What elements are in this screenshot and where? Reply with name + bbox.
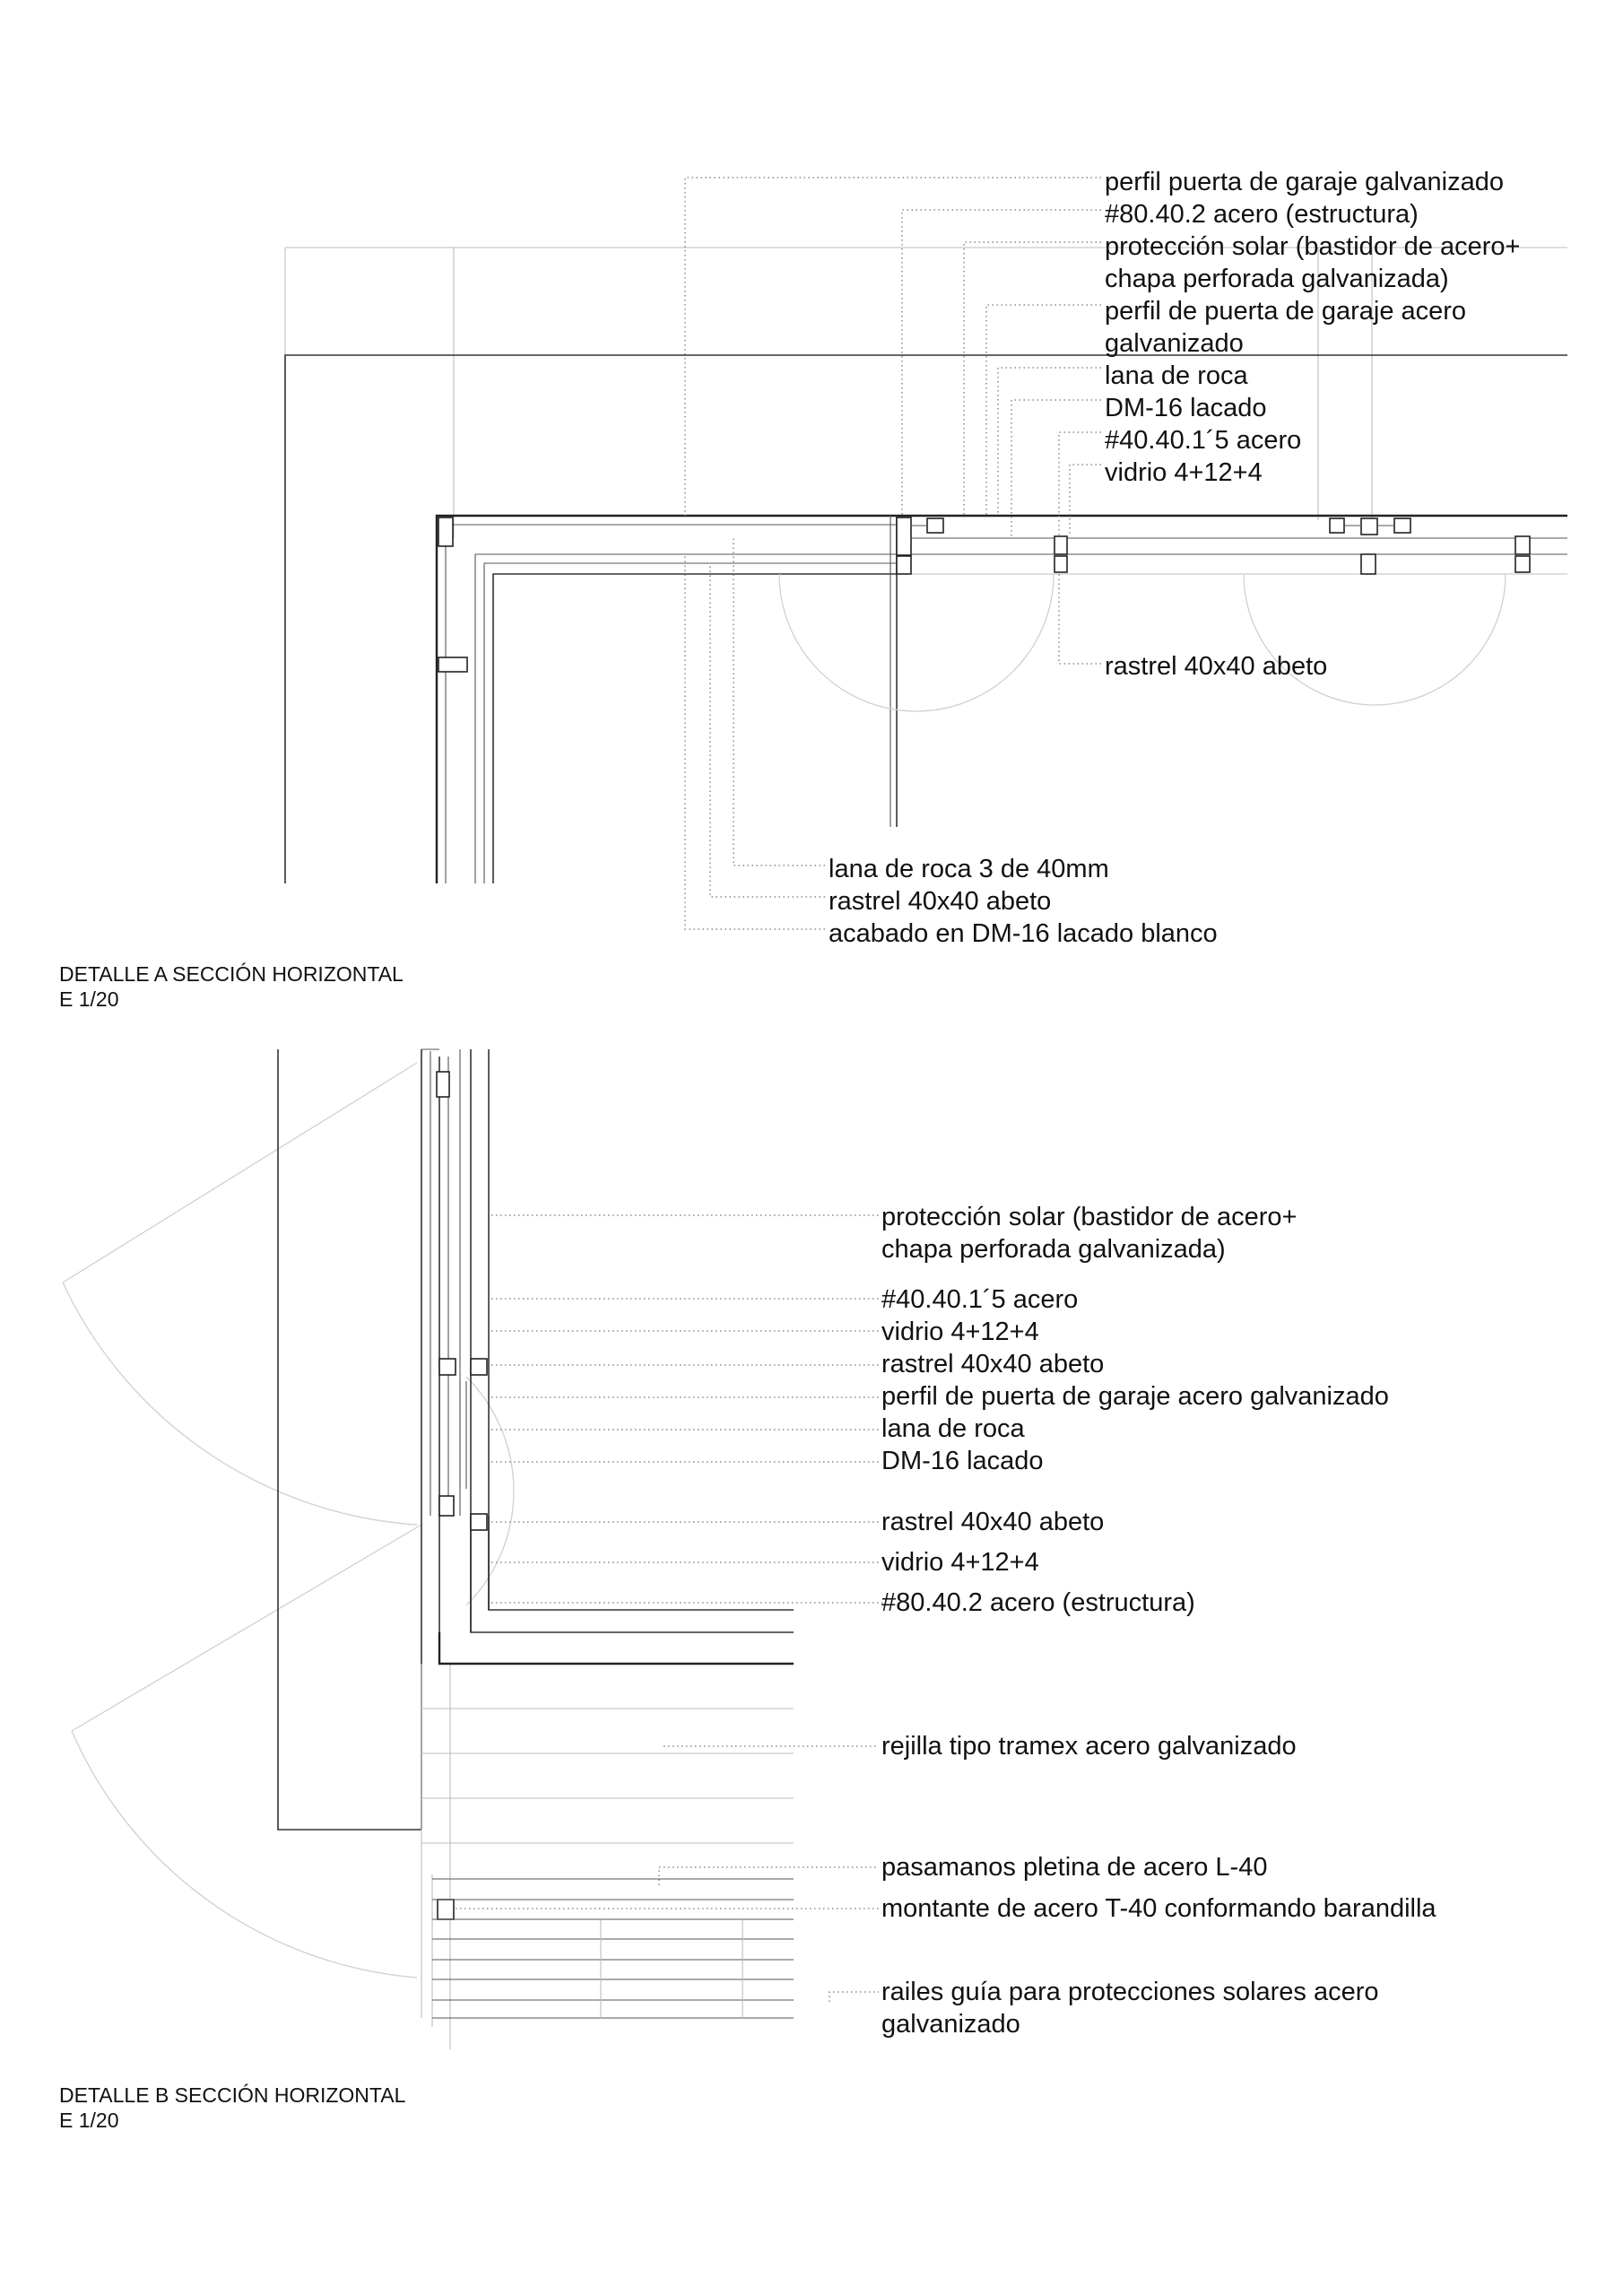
- label-b-chapa-perforada: chapa perforada galvanizada): [881, 1235, 1226, 1264]
- label-b-montante: montante de acero T-40 conformando barandilla: [881, 1894, 1436, 1923]
- detail-b-leaders: [456, 1215, 883, 2002]
- label-b-galvanizado: galvanizado: [881, 2010, 1020, 2039]
- label-a-estructura: #80.40.2 acero (estructura): [1105, 200, 1419, 229]
- label-a-chapa-perforada: chapa perforada galvanizada): [1105, 265, 1449, 293]
- rastrel-block: [1055, 536, 1067, 554]
- label-a-galvanizado: galvanizado: [1105, 329, 1244, 358]
- profile-block: [1361, 518, 1377, 535]
- label-a-rastrel: rastrel 40x40 abeto: [1105, 652, 1328, 681]
- label-b-rastrel-2: rastrel 40x40 abeto: [881, 1508, 1105, 1536]
- label-b-proteccion-solar: protección solar (bastidor de acero+: [881, 1203, 1298, 1231]
- detail-a-labels: [829, 168, 1520, 948]
- label-b-dm16: DM-16 lacado: [881, 1447, 1044, 1475]
- label-b-railes: railes guía para protecciones solares acero: [881, 1978, 1379, 2006]
- label-a-lana-roca-3: lana de roca 3 de 40mm: [829, 855, 1109, 883]
- label-b-perfil-puerta: perfil de puerta de garaje acero galvanizado: [881, 1382, 1389, 1411]
- label-a-perfil-garaje: perfil puerta de garaje galvanizado: [1105, 168, 1504, 196]
- frame-block: [437, 1072, 449, 1097]
- label-a-rastrel-bottom: rastrel 40x40 abeto: [829, 887, 1052, 916]
- door-swing-arc: [72, 1731, 417, 1978]
- frame-block: [897, 556, 911, 574]
- door-swing-arc: [779, 574, 1054, 711]
- detail-b-scale: E 1/20: [59, 2109, 119, 2132]
- rastrel-block: [1055, 556, 1067, 572]
- profile-block: [1394, 518, 1410, 533]
- label-b-tubo-40: #40.40.1´5 acero: [881, 1285, 1079, 1314]
- rastrel-block: [1361, 554, 1376, 574]
- frame-block: [439, 1496, 454, 1516]
- door-swing-line: [63, 1063, 417, 1283]
- label-b-vidrio-2: vidrio 4+12+4: [881, 1548, 1039, 1577]
- door-swing-arc: [63, 1283, 417, 1525]
- frame-block: [897, 517, 911, 555]
- rastrel-block: [471, 1359, 487, 1375]
- frame-block: [438, 657, 467, 672]
- rastrel-block: [439, 1359, 456, 1375]
- rail-block: [438, 1900, 454, 1919]
- profile-block: [1330, 518, 1344, 533]
- label-b-rastrel: rastrel 40x40 abeto: [881, 1350, 1105, 1378]
- detail-a-leaders: [685, 178, 1101, 929]
- label-a-vidrio: vidrio 4+12+4: [1105, 458, 1263, 487]
- label-b-vidrio: vidrio 4+12+4: [881, 1318, 1039, 1346]
- door-swing-arc: [1244, 574, 1506, 705]
- label-a-acabado: acabado en DM-16 lacado blanco: [829, 919, 1218, 948]
- door-swing-line: [72, 1525, 421, 1731]
- label-a-lana-roca: lana de roca: [1105, 361, 1248, 390]
- label-a-dm16: DM-16 lacado: [1105, 394, 1267, 422]
- tramex-grid: [421, 1709, 794, 2018]
- label-a-perfil-puerta-acero: perfil de puerta de garaje acero: [1105, 297, 1467, 326]
- door-swing-arc: [466, 1377, 514, 1605]
- label-a-tubo-40: #40.40.1´5 acero: [1105, 426, 1302, 455]
- label-b-pasamanos: pasamanos pletina de acero L-40: [881, 1853, 1268, 1882]
- detail-b-labels: [881, 1203, 1436, 2039]
- rastrel-block: [1515, 536, 1530, 554]
- profile-block: [927, 518, 943, 533]
- label-b-estructura: #80.40.2 acero (estructura): [881, 1588, 1195, 1617]
- detail-a-scale: E 1/20: [59, 987, 119, 1011]
- label-a-proteccion-solar: protección solar (bastidor de acero+: [1105, 232, 1521, 261]
- rastrel-block: [471, 1514, 487, 1530]
- detail-b-drawing: [63, 1049, 883, 2049]
- label-b-rejilla-tramex: rejilla tipo tramex acero galvanizado: [881, 1732, 1297, 1761]
- rastrel-block: [1515, 556, 1530, 572]
- detail-b-title: DETALLE B SECCIÓN HORIZONTAL: [59, 2083, 406, 2107]
- detail-a-title: DETALLE A SECCIÓN HORIZONTAL: [59, 962, 404, 986]
- label-b-lana-roca: lana de roca: [881, 1414, 1025, 1443]
- frame-block: [438, 517, 453, 546]
